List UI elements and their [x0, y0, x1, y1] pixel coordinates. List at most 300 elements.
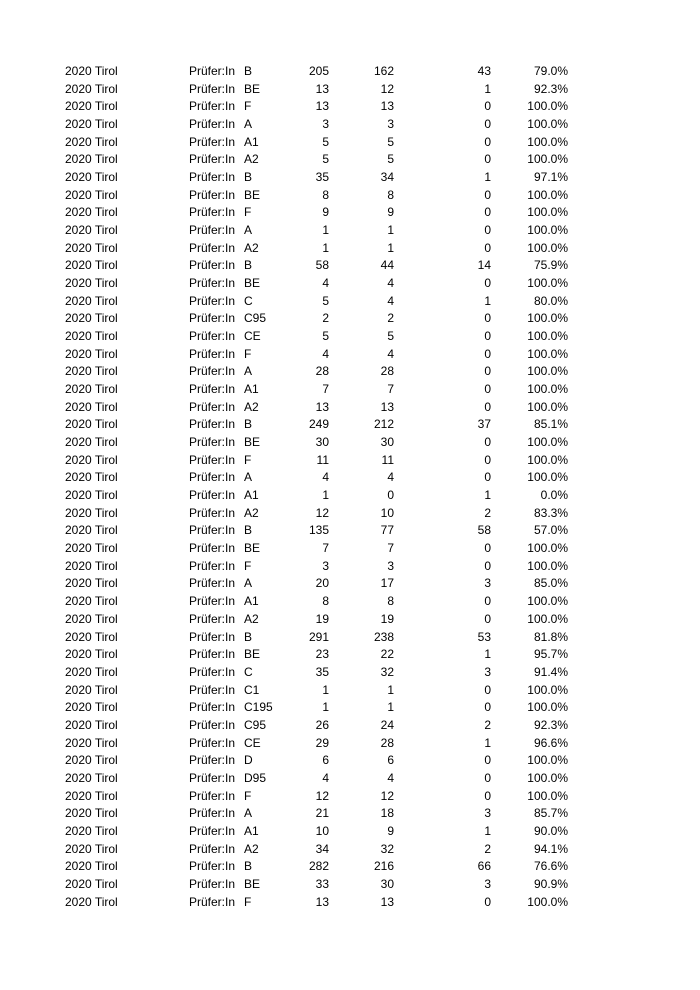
cell-total: 249: [308, 417, 329, 432]
cell-license-class: C: [244, 664, 253, 679]
cell-total: 8: [322, 594, 329, 609]
cell-passed: 44: [380, 258, 394, 273]
cell-pass-rate: 100.0%: [527, 134, 568, 149]
cell-region: 2020 Tirol: [65, 452, 118, 467]
cell-pass-rate: 100.0%: [527, 187, 568, 202]
table-row: [0, 204, 700, 222]
table-row: [0, 416, 700, 434]
table-row: [0, 381, 700, 399]
cell-license-class: B: [244, 258, 253, 273]
cell-pass-rate: 100.0%: [527, 541, 568, 556]
cell-region: 2020 Tirol: [65, 576, 118, 591]
cell-failed: 0: [484, 470, 491, 485]
cell-license-class: C195: [244, 700, 273, 715]
cell-license-class: C95: [244, 717, 267, 732]
cell-passed: 7: [387, 382, 394, 397]
cell-region: 2020 Tirol: [65, 240, 118, 255]
cell-passed: 8: [387, 594, 394, 609]
cell-passed: 10: [380, 505, 394, 520]
table-row: [0, 593, 700, 611]
cell-total: 12: [315, 788, 329, 803]
cell-pass-rate: 100.0%: [527, 346, 568, 361]
cell-pass-rate: 75.9%: [533, 258, 568, 273]
cell-passed: 32: [380, 664, 394, 679]
table-row: [0, 558, 700, 576]
cell-pass-rate: 100.0%: [527, 753, 568, 768]
cell-examiner: Prüfer:In: [189, 806, 236, 821]
cell-examiner: Prüfer:In: [189, 611, 236, 626]
cell-examiner: Prüfer:In: [189, 81, 236, 96]
table-row: [0, 876, 700, 894]
table-row: [0, 151, 700, 169]
table-row: [0, 293, 700, 311]
cell-failed: 0: [484, 753, 491, 768]
cell-total: 28: [315, 364, 329, 379]
cell-license-class: F: [244, 452, 252, 467]
cell-license-class: C: [244, 293, 253, 308]
cell-pass-rate: 100.0%: [527, 276, 568, 291]
cell-total: 3: [322, 558, 329, 573]
cell-examiner: Prüfer:In: [189, 576, 236, 591]
cell-total: 282: [308, 859, 329, 874]
table-row: [0, 522, 700, 540]
cell-region: 2020 Tirol: [65, 700, 118, 715]
cell-passed: 238: [373, 629, 394, 644]
table-row: [0, 682, 700, 700]
table-row: [0, 434, 700, 452]
cell-examiner: Prüfer:In: [189, 753, 236, 768]
cell-pass-rate: 100.0%: [527, 117, 568, 132]
cell-license-class: A1: [244, 134, 259, 149]
cell-pass-rate: 100.0%: [527, 223, 568, 238]
cell-failed: 0: [484, 435, 491, 450]
cell-region: 2020 Tirol: [65, 417, 118, 432]
cell-passed: 5: [387, 329, 394, 344]
cell-license-class: C95: [244, 311, 267, 326]
cell-license-class: F: [244, 894, 252, 909]
cell-total: 4: [322, 276, 329, 291]
cell-examiner: Prüfer:In: [189, 488, 236, 503]
cell-pass-rate: 76.6%: [533, 859, 568, 874]
cell-examiner: Prüfer:In: [189, 452, 236, 467]
cell-total: 58: [315, 258, 329, 273]
cell-license-class: F: [244, 558, 252, 573]
table-row: [0, 222, 700, 240]
cell-region: 2020 Tirol: [65, 152, 118, 167]
cell-total: 2: [322, 311, 329, 326]
cell-passed: 28: [380, 735, 394, 750]
table-row: [0, 328, 700, 346]
cell-region: 2020 Tirol: [65, 806, 118, 821]
cell-license-class: A1: [244, 488, 259, 503]
cell-license-class: A: [244, 806, 253, 821]
table-row: [0, 310, 700, 328]
cell-examiner: Prüfer:In: [189, 647, 236, 662]
cell-total: 11: [316, 452, 329, 467]
cell-region: 2020 Tirol: [65, 505, 118, 520]
cell-total: 9: [322, 205, 329, 220]
cell-pass-rate: 100.0%: [527, 435, 568, 450]
cell-region: 2020 Tirol: [65, 647, 118, 662]
cell-pass-rate: 100.0%: [527, 611, 568, 626]
cell-license-class: A1: [244, 823, 259, 838]
cell-failed: 0: [484, 134, 491, 149]
table-row: [0, 735, 700, 753]
cell-license-class: A1: [244, 382, 259, 397]
table-row: [0, 894, 700, 912]
cell-region: 2020 Tirol: [65, 594, 118, 609]
cell-region: 2020 Tirol: [65, 841, 118, 856]
table-row: [0, 717, 700, 735]
cell-license-class: D95: [244, 770, 267, 785]
cell-examiner: Prüfer:In: [189, 717, 236, 732]
table-row: [0, 187, 700, 205]
cell-pass-rate: 100.0%: [527, 240, 568, 255]
cell-total: 29: [315, 735, 329, 750]
cell-pass-rate: 100.0%: [527, 894, 568, 909]
cell-passed: 4: [387, 346, 394, 361]
cell-failed: 0: [484, 452, 491, 467]
cell-total: 13: [315, 399, 329, 414]
table-row: [0, 169, 700, 187]
cell-total: 35: [315, 170, 329, 185]
table-row: [0, 823, 700, 841]
cell-total: 5: [322, 152, 329, 167]
table-row: [0, 858, 700, 876]
cell-license-class: A2: [244, 611, 259, 626]
cell-examiner: Prüfer:In: [189, 205, 236, 220]
cell-failed: 43: [477, 64, 491, 78]
cell-pass-rate: 92.3%: [533, 81, 568, 96]
cell-failed: 1: [484, 647, 491, 662]
cell-pass-rate: 79.0%: [533, 64, 568, 78]
cell-failed: 58: [477, 523, 491, 538]
cell-examiner: Prüfer:In: [189, 823, 236, 838]
table-row: [0, 664, 700, 682]
cell-failed: 66: [477, 859, 491, 874]
cell-examiner: Prüfer:In: [189, 134, 236, 149]
cell-license-class: CE: [244, 329, 261, 344]
cell-examiner: Prüfer:In: [189, 346, 236, 361]
table-row: [0, 363, 700, 381]
cell-passed: 6: [387, 753, 394, 768]
cell-failed: 2: [484, 841, 491, 856]
table-row: [0, 629, 700, 647]
cell-passed: 12: [380, 81, 394, 96]
cell-license-class: BE: [244, 276, 261, 291]
table-row: [0, 611, 700, 629]
table-row: [0, 134, 700, 152]
cell-failed: 0: [484, 611, 491, 626]
cell-examiner: Prüfer:In: [189, 311, 236, 326]
cell-passed: 30: [380, 435, 394, 450]
cell-license-class: B: [244, 629, 253, 644]
cell-examiner: Prüfer:In: [189, 735, 236, 750]
cell-passed: 22: [380, 647, 394, 662]
cell-failed: 0: [484, 700, 491, 715]
cell-pass-rate: 100.0%: [527, 594, 568, 609]
cell-region: 2020 Tirol: [65, 311, 118, 326]
cell-failed: 3: [484, 664, 491, 679]
cell-pass-rate: 96.6%: [533, 735, 568, 750]
cell-region: 2020 Tirol: [65, 329, 118, 344]
cell-passed: 4: [387, 276, 394, 291]
cell-region: 2020 Tirol: [65, 823, 118, 838]
cell-total: 13: [315, 99, 329, 114]
cell-pass-rate: 94.1%: [533, 841, 568, 856]
cell-license-class: BE: [244, 541, 261, 556]
cell-failed: 0: [484, 558, 491, 573]
cell-region: 2020 Tirol: [65, 258, 118, 273]
table-row: [0, 240, 700, 258]
table-row: [0, 98, 700, 116]
cell-total: 5: [322, 293, 329, 308]
cell-failed: 0: [484, 152, 491, 167]
cell-examiner: Prüfer:In: [189, 364, 236, 379]
table-row: [0, 452, 700, 470]
cell-examiner: Prüfer:In: [189, 541, 236, 556]
cell-pass-rate: 80.0%: [533, 293, 568, 308]
cell-total: 5: [322, 134, 329, 149]
cell-region: 2020 Tirol: [65, 488, 118, 503]
cell-pass-rate: 100.0%: [527, 205, 568, 220]
cell-pass-rate: 95.7%: [533, 647, 568, 662]
cell-region: 2020 Tirol: [65, 64, 118, 78]
table-row: [0, 505, 700, 523]
cell-pass-rate: 57.0%: [533, 523, 568, 538]
cell-failed: 0: [484, 187, 491, 202]
cell-examiner: Prüfer:In: [189, 258, 236, 273]
cell-examiner: Prüfer:In: [189, 558, 236, 573]
cell-total: 13: [315, 894, 329, 909]
cell-license-class: C1: [244, 682, 260, 697]
cell-license-class: A1: [244, 594, 259, 609]
data-table: [0, 63, 700, 911]
cell-pass-rate: 100.0%: [527, 470, 568, 485]
cell-region: 2020 Tirol: [65, 293, 118, 308]
cell-examiner: Prüfer:In: [189, 417, 236, 432]
table-row: [0, 575, 700, 593]
cell-total: 1: [322, 488, 329, 503]
cell-region: 2020 Tirol: [65, 717, 118, 732]
cell-passed: 19: [380, 611, 394, 626]
cell-pass-rate: 100.0%: [527, 382, 568, 397]
cell-examiner: Prüfer:In: [189, 664, 236, 679]
cell-region: 2020 Tirol: [65, 187, 118, 202]
cell-total: 8: [322, 187, 329, 202]
cell-passed: 13: [380, 99, 394, 114]
cell-failed: 0: [484, 223, 491, 238]
cell-examiner: Prüfer:In: [189, 435, 236, 450]
cell-passed: 216: [373, 859, 394, 874]
cell-region: 2020 Tirol: [65, 382, 118, 397]
cell-examiner: Prüfer:In: [189, 293, 236, 308]
cell-pass-rate: 100.0%: [527, 770, 568, 785]
cell-region: 2020 Tirol: [65, 788, 118, 803]
cell-region: 2020 Tirol: [65, 894, 118, 909]
cell-region: 2020 Tirol: [65, 276, 118, 291]
cell-failed: 0: [484, 205, 491, 220]
cell-failed: 1: [484, 488, 491, 503]
cell-total: 34: [315, 841, 329, 856]
cell-region: 2020 Tirol: [65, 770, 118, 785]
cell-passed: 17: [380, 576, 394, 591]
cell-examiner: Prüfer:In: [189, 523, 236, 538]
cell-examiner: Prüfer:In: [189, 682, 236, 697]
cell-license-class: BE: [244, 187, 261, 202]
cell-total: 5: [322, 329, 329, 344]
cell-license-class: BE: [244, 435, 261, 450]
cell-passed: 2: [387, 311, 394, 326]
cell-region: 2020 Tirol: [65, 523, 118, 538]
cell-failed: 37: [477, 417, 491, 432]
cell-examiner: Prüfer:In: [189, 788, 236, 803]
cell-failed: 3: [484, 806, 491, 821]
cell-pass-rate: 100.0%: [527, 682, 568, 697]
cell-pass-rate: 85.7%: [533, 806, 568, 821]
cell-pass-rate: 100.0%: [527, 99, 568, 114]
cell-failed: 0: [484, 364, 491, 379]
cell-total: 1: [322, 682, 329, 697]
cell-region: 2020 Tirol: [65, 664, 118, 679]
cell-passed: 4: [387, 293, 394, 308]
cell-examiner: Prüfer:In: [189, 170, 236, 185]
cell-examiner: Prüfer:In: [189, 770, 236, 785]
cell-failed: 1: [484, 293, 491, 308]
cell-license-class: A: [244, 223, 253, 238]
cell-failed: 0: [484, 276, 491, 291]
cell-examiner: Prüfer:In: [189, 64, 236, 78]
cell-passed: 162: [373, 64, 394, 78]
cell-passed: 30: [380, 876, 394, 891]
cell-total: 30: [315, 435, 329, 450]
cell-examiner: Prüfer:In: [189, 152, 236, 167]
table-row: [0, 699, 700, 717]
table-row: [0, 469, 700, 487]
cell-examiner: Prüfer:In: [189, 470, 236, 485]
cell-failed: 0: [484, 399, 491, 414]
cell-examiner: Prüfer:In: [189, 894, 236, 909]
table-row: [0, 805, 700, 823]
table-row: [0, 257, 700, 275]
cell-license-class: F: [244, 99, 252, 114]
cell-failed: 0: [484, 541, 491, 556]
cell-pass-rate: 100.0%: [527, 364, 568, 379]
cell-passed: 3: [387, 117, 394, 132]
cell-passed: 1: [387, 700, 394, 715]
cell-pass-rate: 100.0%: [527, 311, 568, 326]
table-row: [0, 63, 700, 81]
cell-passed: 34: [380, 170, 394, 185]
cell-examiner: Prüfer:In: [189, 399, 236, 414]
cell-failed: 0: [484, 240, 491, 255]
cell-passed: 1: [387, 682, 394, 697]
cell-pass-rate: 100.0%: [527, 788, 568, 803]
cell-license-class: BE: [244, 647, 261, 662]
cell-pass-rate: 83.3%: [533, 505, 568, 520]
cell-license-class: CE: [244, 735, 261, 750]
cell-license-class: A: [244, 576, 253, 591]
cell-total: 20: [315, 576, 329, 591]
cell-license-class: A: [244, 364, 253, 379]
cell-total: 1: [322, 700, 329, 715]
cell-examiner: Prüfer:In: [189, 187, 236, 202]
cell-failed: 1: [484, 170, 491, 185]
cell-license-class: A2: [244, 399, 259, 414]
cell-passed: 4: [387, 470, 394, 485]
cell-examiner: Prüfer:In: [189, 117, 236, 132]
cell-license-class: B: [244, 64, 253, 78]
cell-region: 2020 Tirol: [65, 117, 118, 132]
cell-total: 1: [322, 240, 329, 255]
cell-passed: 5: [387, 134, 394, 149]
cell-pass-rate: 85.1%: [533, 417, 568, 432]
table-row: [0, 788, 700, 806]
cell-failed: 0: [484, 117, 491, 132]
cell-total: 26: [315, 717, 329, 732]
cell-region: 2020 Tirol: [65, 170, 118, 185]
cell-license-class: A2: [244, 240, 259, 255]
cell-total: 19: [315, 611, 329, 626]
cell-license-class: B: [244, 523, 253, 538]
cell-license-class: A: [244, 117, 253, 132]
cell-pass-rate: 100.0%: [527, 700, 568, 715]
cell-license-class: B: [244, 170, 253, 185]
cell-passed: 0: [387, 488, 394, 503]
cell-pass-rate: 100.0%: [527, 329, 568, 344]
cell-region: 2020 Tirol: [65, 629, 118, 644]
cell-passed: 4: [387, 770, 394, 785]
cell-examiner: Prüfer:In: [189, 700, 236, 715]
cell-total: 10: [315, 823, 329, 838]
cell-total: 135: [308, 523, 329, 538]
cell-failed: 0: [484, 382, 491, 397]
cell-passed: 8: [387, 187, 394, 202]
table-row: [0, 81, 700, 99]
cell-total: 3: [322, 117, 329, 132]
cell-total: 4: [322, 770, 329, 785]
cell-region: 2020 Tirol: [65, 876, 118, 891]
table-row: [0, 116, 700, 134]
cell-license-class: B: [244, 417, 253, 432]
cell-pass-rate: 90.9%: [533, 876, 568, 891]
cell-region: 2020 Tirol: [65, 611, 118, 626]
cell-region: 2020 Tirol: [65, 223, 118, 238]
cell-examiner: Prüfer:In: [189, 99, 236, 114]
cell-license-class: A2: [244, 841, 259, 856]
table-row: [0, 770, 700, 788]
cell-examiner: Prüfer:In: [189, 329, 236, 344]
cell-failed: 2: [484, 717, 491, 732]
cell-total: 7: [322, 382, 329, 397]
cell-total: 35: [315, 664, 329, 679]
cell-pass-rate: 100.0%: [527, 452, 568, 467]
cell-failed: 1: [484, 735, 491, 750]
cell-examiner: Prüfer:In: [189, 594, 236, 609]
cell-total: 6: [322, 753, 329, 768]
cell-license-class: F: [244, 788, 252, 803]
table-row: [0, 752, 700, 770]
cell-failed: 0: [484, 894, 491, 909]
cell-passed: 1: [387, 240, 394, 255]
cell-passed: 11: [381, 452, 394, 467]
cell-total: 4: [322, 346, 329, 361]
cell-pass-rate: 97.1%: [533, 170, 568, 185]
cell-pass-rate: 91.4%: [533, 664, 568, 679]
cell-passed: 18: [380, 806, 394, 821]
cell-region: 2020 Tirol: [65, 364, 118, 379]
cell-examiner: Prüfer:In: [189, 276, 236, 291]
